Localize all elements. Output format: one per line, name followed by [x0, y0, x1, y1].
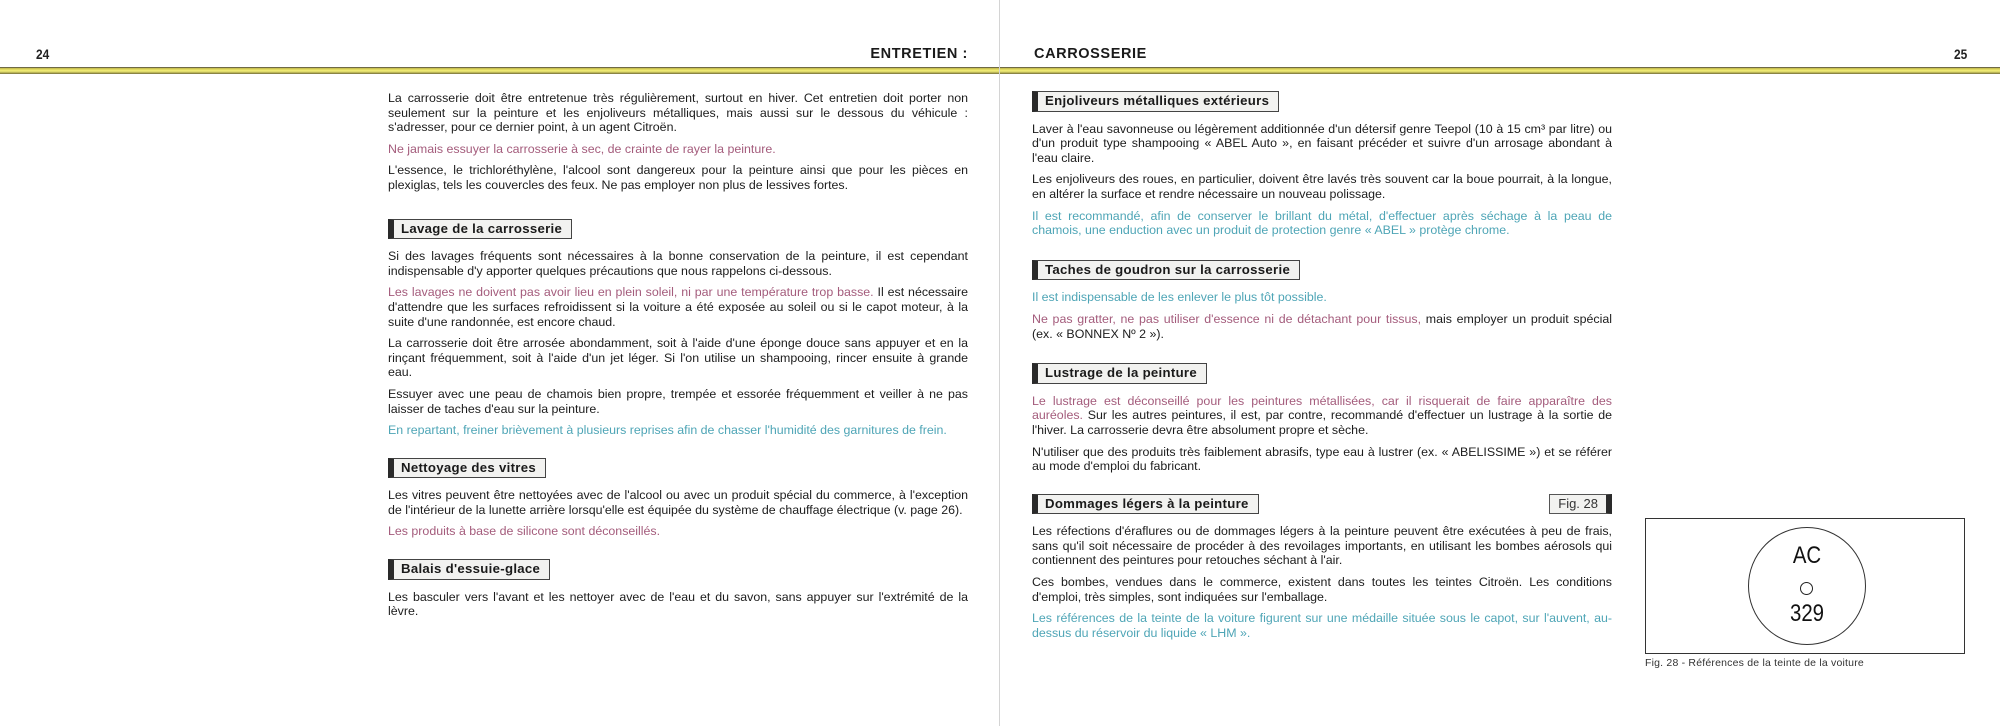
figure-caption: Fig. 28 - Références de la teinte de la voiture [1645, 657, 1864, 669]
intro-paragraph: La carrosserie doit être entretenue très régulièrement, surtout en hiver. Cet entretien doit porter non seulement sur la peinture et les enjoliveurs métalliques, mais aussi sur le dessous du véhicule : s'adresser, pour ce dernier point, à un agent Citroën. [388, 91, 968, 135]
paragraph: Essuyer avec une peau de chamois bien propre, trempée et essorée fréquemment et veiller à ne pas laisser de taches d'eau sur la peinture. [388, 386, 968, 416]
section-enjoliveurs [1032, 91, 1612, 238]
medal-code-number: 329 [1789, 600, 1825, 627]
body-text: Il est nécessaire d'attendre que les surfaces refroidissent si la voiture a été exposée au soleil ou si le capot moteur, à la suite d'une randonnée, est encore chaud. [388, 285, 968, 329]
intro-block [388, 91, 968, 193]
left-column [388, 91, 968, 626]
paragraph: La carrosserie doit être arrosée abondamment, soit à l'aide d'une éponge douce sans appuyer et en la rinçant fréquemment, soit à l'aide d'un jet léger. Si l'on utilise un shampooing, rincer ensuite à grande eau. [388, 336, 968, 380]
paragraph: Les réfections d'éraflures ou de dommages légers à la peinture peuvent être exécutées à peu de frais, sans qu'il soit nécessaire de procéder à des revoilages importants, en utilisant les bombes aérosols qui contiennent des peintures pour retouches séchant à l'air. [1032, 524, 1612, 568]
tip-paragraph: En repartant, freiner brièvement à plusieurs reprises afin de chasser l'humidité des garnitures de frein. [388, 423, 947, 438]
intro-paragraph: L'essence, le trichloréthylène, l'alcool sont dangereux pour la peinture ainsi que pour les pièces en plexiglas, tels les couvercles des feux. Ne pas employer non plus de lessives fortes. [388, 163, 968, 192]
section-heading: Enjoliveurs métalliques extérieurs [1032, 91, 1279, 112]
section-heading: Balais d'essuie-glace [388, 559, 550, 580]
paragraph [1032, 394, 1612, 438]
body-text: Sur les autres peintures, il est, par contre, recommandé d'effectuer un lustrage à la sortie de l'hiver. La carrosserie devra être absolument propre et sèche. [1032, 408, 1612, 437]
section-dommages [1032, 494, 1612, 641]
warning-text: Le lustrage est déconseillé pour les peintures métallisées, car il risquerait de faire apparaître des auréoles. [1032, 393, 1612, 423]
section-lustrage [1032, 363, 1612, 474]
paragraph [1032, 312, 1612, 341]
page-number: 24 [36, 46, 50, 62]
paragraph: Ces bombes, vendues dans le commerce, existent dans toutes les teintes Citroën. Les conditions d'emploi, très simples, sont indiquées sur l'emballage. [1032, 575, 1612, 604]
medal-hole-icon [1800, 582, 1813, 595]
warning-paragraph: Les produits à base de silicone sont déconseillés. [388, 524, 661, 539]
paragraph [388, 285, 968, 329]
warning-paragraph: Ne jamais essuyer la carrosserie à sec, de crainte de rayer la peinture. [388, 141, 776, 156]
body-text: mais employer un produit spécial (ex. « BONNEX Nº 2 »). [1032, 311, 1612, 341]
heading-row [1032, 494, 1612, 525]
figure-reference-tag: Fig. 28 [1549, 494, 1612, 515]
header-rule [1000, 67, 2000, 74]
section-heading: Lavage de la carrosserie [388, 219, 572, 240]
section-essuie-glace [388, 559, 968, 619]
tip-paragraph: Il est indispensable de les enlever le plus tôt possible. [1032, 290, 1327, 305]
paragraph: N'utiliser que des produits très faiblement abrasifs, type eau à lustrer (ex. « ABELISSIME ») et se référer au mode d'emploi du fabricant. [1032, 444, 1612, 474]
tip-paragraph: Il est recommandé, afin de conserver le brillant du métal, d'effectuer après séchage à la peau de chamois, une enduction avec un produit de protection genre « ABEL » protège chrome. [1032, 208, 1612, 238]
page-number: 25 [1954, 46, 1968, 62]
section-goudron [1032, 260, 1612, 341]
header-rule [0, 67, 1000, 74]
medal-code-letters: AC [1792, 542, 1822, 569]
paint-medal-icon [1748, 527, 1866, 645]
section-heading: Dommages légers à la peinture [1032, 494, 1259, 515]
paint-code-figure [1645, 518, 1965, 654]
section-lavage [388, 219, 968, 438]
running-head: CARROSSERIE [1034, 46, 1147, 62]
paragraph: Les enjoliveurs des roues, en particulier, doivent être lavés très souvent car la boue pourrait, à la longue, en altérer la surface et rendre nécessaire un nouveau polissage. [1032, 172, 1612, 201]
warning-text: Les lavages ne doivent pas avoir lieu en plein soleil, ni par une température trop basse. [388, 285, 874, 300]
section-heading: Nettoyage des vitres [388, 458, 546, 479]
right-column [1032, 91, 1612, 647]
section-heading: Lustrage de la peinture [1032, 363, 1207, 384]
paragraph: Laver à l'eau savonneuse ou légèrement additionnée d'un détersif genre Teepol (10 à 15 cm³ par litre) ou d'un produit type shampooing « ABEL Auto », en faisant précéder et suivre d'un arrosage abondant à l'eau claire. [1032, 121, 1612, 165]
paragraph: Si des lavages fréquents sont nécessaires à la bonne conservation de la peinture, il est cependant indispensable d'y apporter quelques précautions que nous rappelons ci-dessous. [388, 249, 968, 278]
section-vitres [388, 458, 968, 539]
paragraph: Les basculer vers l'avant et les nettoyer avec de l'eau et du savon, sans appuyer sur l'extrémité de la lèvre. [388, 589, 968, 619]
section-heading: Taches de goudron sur la carrosserie [1032, 260, 1300, 281]
running-head: ENTRETIEN : [870, 46, 968, 62]
paragraph: Les vitres peuvent être nettoyées avec de l'alcool ou avec un produit spécial du commerce, à l'exception de l'intérieur de la lunette arrière lorsqu'elle est équipée du système de chauffage électrique (v. page 26). [388, 488, 968, 517]
warning-text: Ne pas gratter, ne pas utiliser d'essence ni de détachant pour tissus, [1032, 311, 1422, 326]
tip-paragraph: Les références de la teinte de la voiture figurent sur une médaille située sous le capot, sur l'auvent, au-dessus du réservoir du liquide « LHM ». [1032, 611, 1612, 640]
